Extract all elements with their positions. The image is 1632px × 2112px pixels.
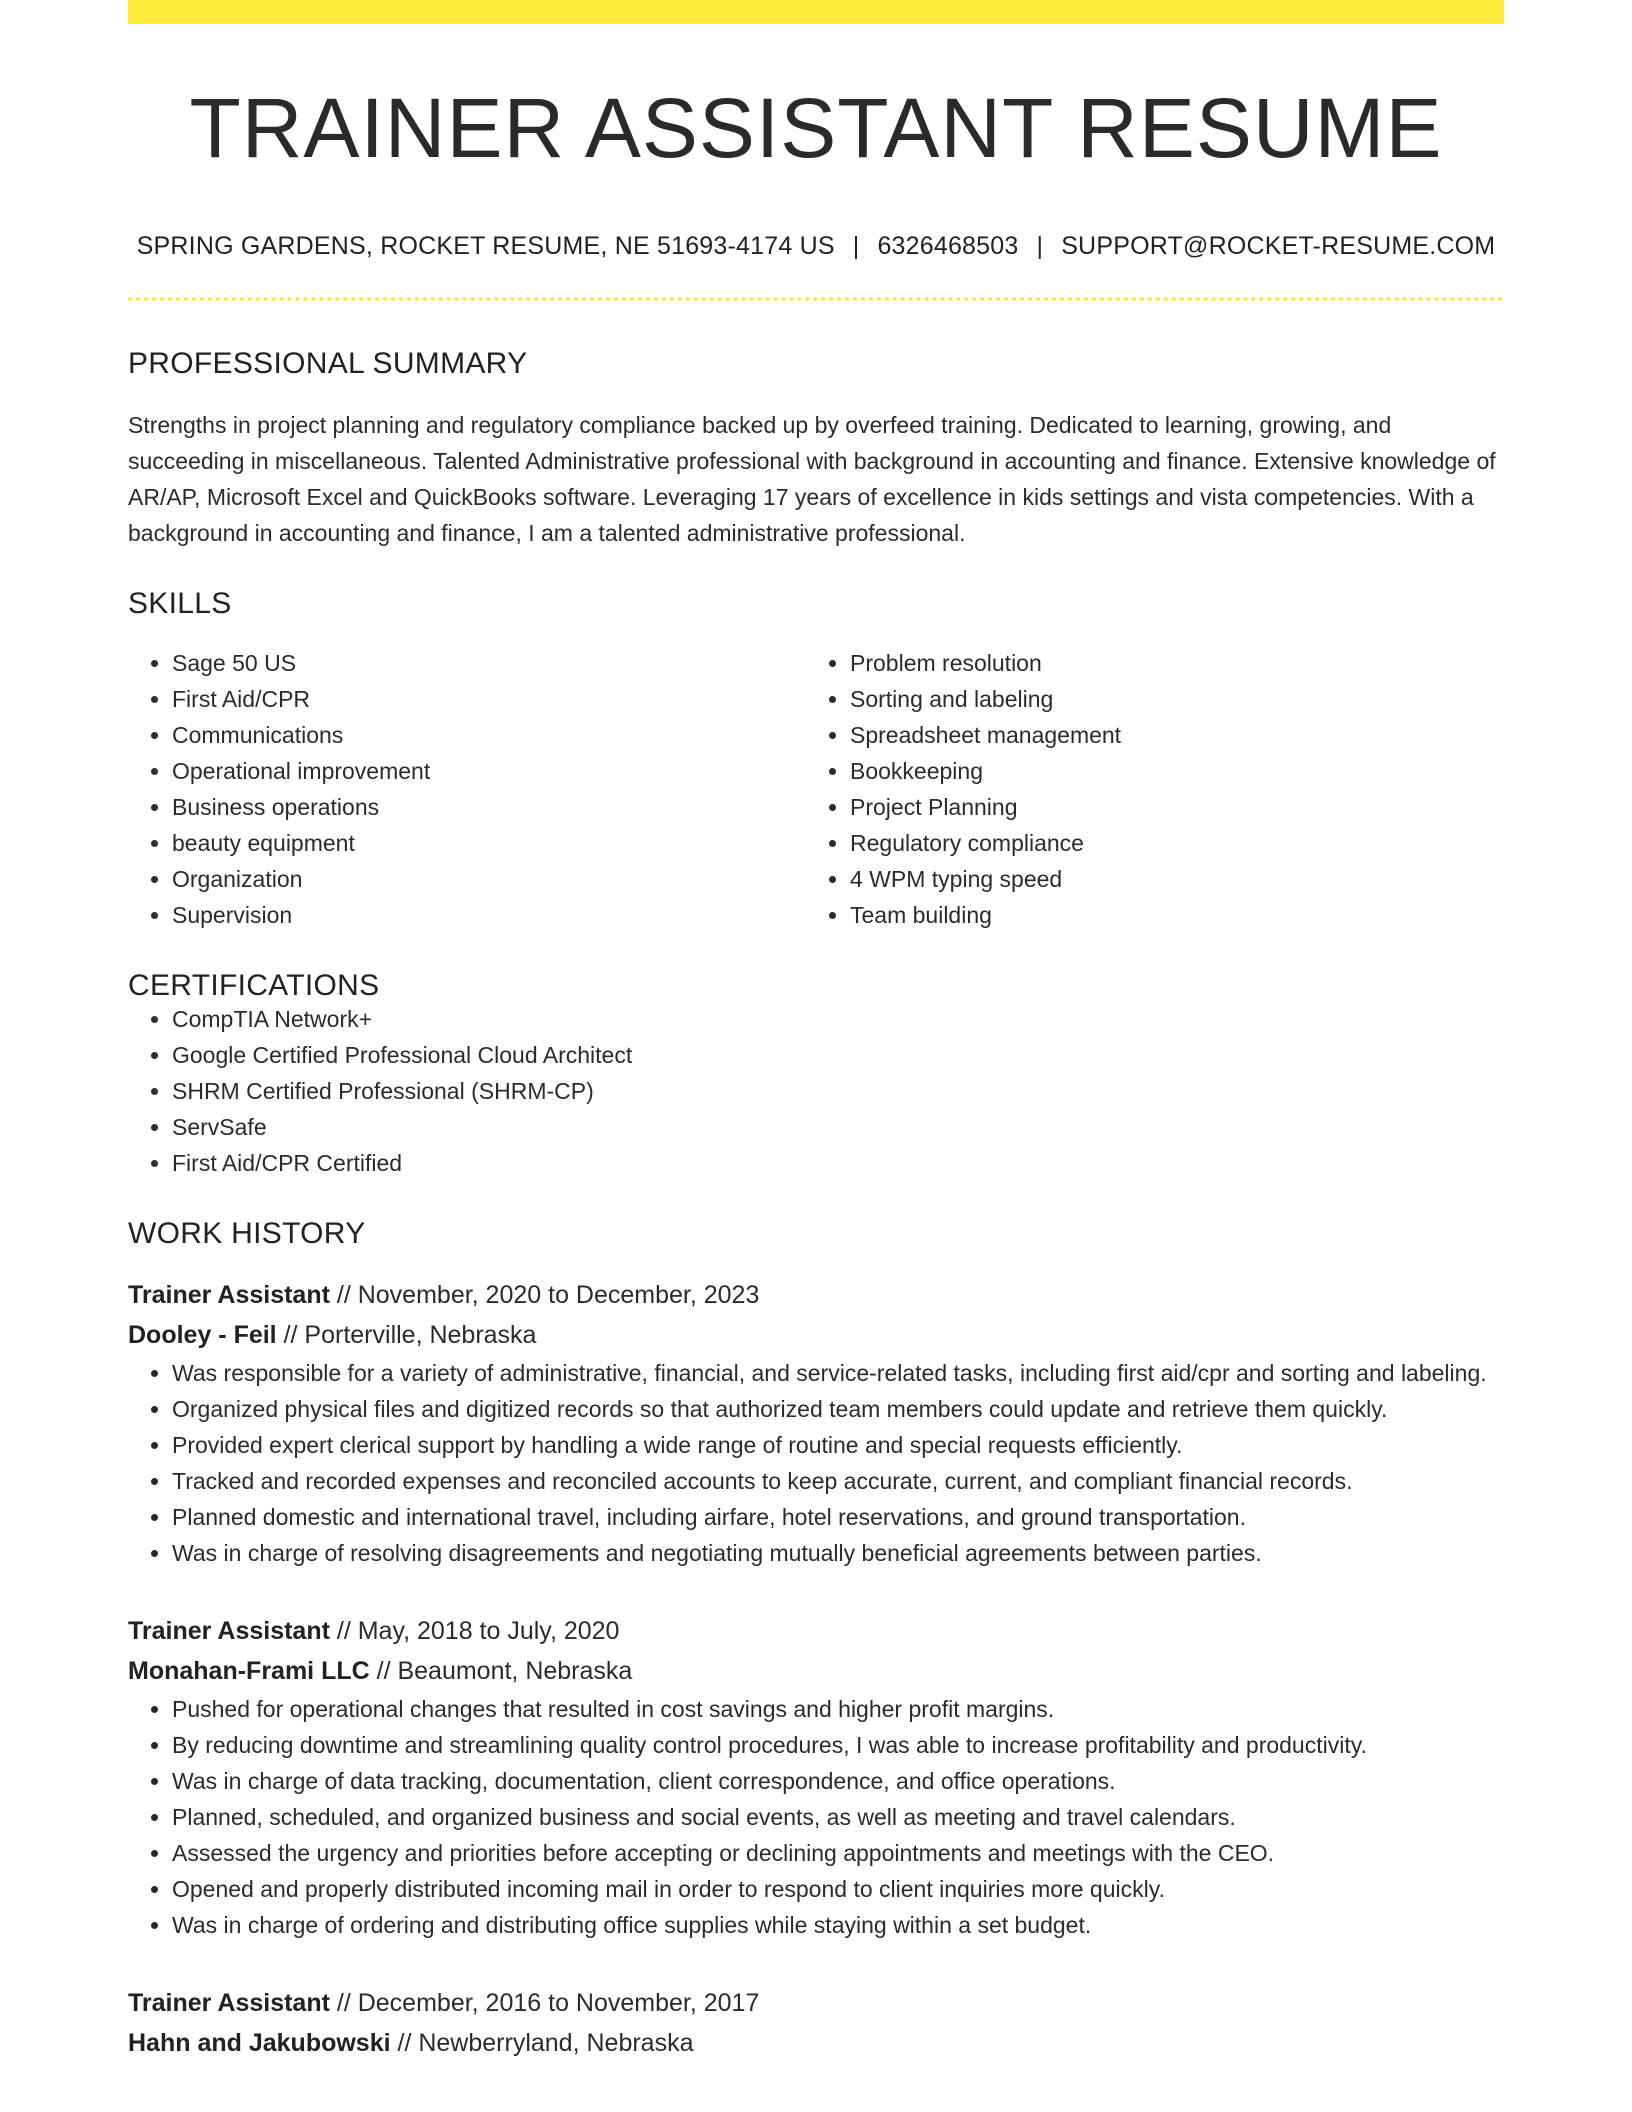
- job-duty-item: • Opened and properly distributed incoming mail in order to respond to client inquiries more quickly.: [172, 1871, 1504, 1907]
- job-title: Trainer Assistant: [128, 1989, 330, 2017]
- job-entry: [128, 1611, 1504, 1943]
- dotted-divider: [128, 297, 1504, 301]
- job-company-line: [128, 1315, 1504, 1355]
- skill-item: • Communications: [172, 717, 806, 753]
- skill-item: • Organization: [172, 861, 806, 897]
- job-title-line: [128, 1983, 1504, 2023]
- summary-heading: PROFESSIONAL SUMMARY: [128, 347, 528, 380]
- skill-item: • Business operations: [172, 789, 806, 825]
- job-location: // Porterville, Nebraska: [283, 1321, 537, 1349]
- contact-phone: 6326468503: [877, 232, 1019, 260]
- job-duty-item: • Planned, scheduled, and organized business and social events, as well as meeting and travel calendars.: [172, 1799, 1504, 1835]
- job-duties-list: [128, 1691, 1504, 1943]
- job-duty-item: • Tracked and recorded expenses and reconciled accounts to keep accurate, current, and compliant financial records.: [172, 1463, 1504, 1499]
- job-title-line: [128, 1611, 1504, 1651]
- skill-item: • Sage 50 US: [172, 645, 806, 681]
- job-company-line: [128, 2023, 1504, 2063]
- skills-heading: SKILLS: [128, 587, 232, 620]
- skills-list-right: [806, 645, 1484, 933]
- skills-column-left: [128, 645, 806, 933]
- summary-text: Strengths in project planning and regulatory compliance backed up by overfeed training. Dedicated to learning, growing, and succeeding in miscellaneous. Talented Administrative professional with background in accounting and finance. Extensive knowledge of AR/AP, Microsoft Excel and QuickBooks software. Leveraging 17 years of excellence in kids settings and vista competencies. With a background in accounting and finance, I am a talented administrative professional.: [128, 412, 1496, 546]
- job-duty-item: • Was in charge of resolving disagreements and negotiating mutually beneficial agreements between parties.: [172, 1535, 1504, 1571]
- contact-address: SPRING GARDENS, ROCKET RESUME, NE 51693-4174 US: [136, 232, 835, 260]
- certifications-heading: CERTIFICATIONS: [128, 969, 380, 1002]
- job-dates: // December, 2016 to November, 2017: [336, 1989, 760, 2017]
- job-company: Monahan-Frami LLC: [128, 1657, 370, 1685]
- contact-email: SUPPORT@ROCKET-RESUME.COM: [1061, 232, 1496, 260]
- job-title: Trainer Assistant: [128, 1617, 330, 1645]
- skill-item: • 4 WPM typing speed: [850, 861, 1484, 897]
- job-title: Trainer Assistant: [128, 1281, 330, 1309]
- job-entry: [128, 1983, 1504, 2063]
- job-duty-item: • Assessed the urgency and priorities before accepting or declining appointments and meetings with the CEO.: [172, 1835, 1504, 1871]
- certifications-list: [128, 1001, 1504, 1181]
- contact-separator: |: [852, 232, 860, 260]
- job-dates: // November, 2020 to December, 2023: [336, 1281, 760, 1309]
- job-company: Dooley - Feil: [128, 1321, 277, 1349]
- skill-item: • Regulatory compliance: [850, 825, 1484, 861]
- skill-item: • Spreadsheet management: [850, 717, 1484, 753]
- job-duties-list: [128, 1355, 1504, 1571]
- skill-item: • Problem resolution: [850, 645, 1484, 681]
- job-company-line: [128, 1651, 1504, 1691]
- skill-item: • Project Planning: [850, 789, 1484, 825]
- skill-item: • Operational improvement: [172, 753, 806, 789]
- work-history-heading: WORK HISTORY: [128, 1217, 366, 1250]
- resume-title: TRAINER ASSISTANT RESUME: [189, 81, 1443, 175]
- skills-grid: [128, 645, 1504, 933]
- job-duty-item: • Pushed for operational changes that resulted in cost savings and higher profit margins.: [172, 1691, 1504, 1727]
- skill-item: • First Aid/CPR: [172, 681, 806, 717]
- job-duty-item: • Organized physical files and digitized records so that authorized team members could update and retrieve them quickly.: [172, 1391, 1504, 1427]
- skill-item: • Bookkeeping: [850, 753, 1484, 789]
- job-title-line: [128, 1275, 1504, 1315]
- skill-item: • beauty equipment: [172, 825, 806, 861]
- job-duty-item: • Was in charge of ordering and distributing office supplies while staying within a set budget.: [172, 1907, 1504, 1943]
- certification-item: • Google Certified Professional Cloud Architect: [172, 1037, 1504, 1073]
- certification-item: • ServSafe: [172, 1109, 1504, 1145]
- job-company: Hahn and Jakubowski: [128, 2029, 391, 2057]
- skill-item: • Sorting and labeling: [850, 681, 1484, 717]
- accent-top-bar: [128, 0, 1504, 24]
- job-duty-item: • Was responsible for a variety of administrative, financial, and service-related tasks, including first aid/cpr and sorting and labeling.: [172, 1355, 1504, 1391]
- certification-item: • SHRM Certified Professional (SHRM-CP): [172, 1073, 1504, 1109]
- skills-list-left: [128, 645, 806, 933]
- contact-separator: |: [1036, 232, 1044, 260]
- skill-item: • Team building: [850, 897, 1484, 933]
- job-duty-item: • Planned domestic and international travel, including airfare, hotel reservations, and ground transportation.: [172, 1499, 1504, 1535]
- job-dates: // May, 2018 to July, 2020: [336, 1617, 620, 1645]
- job-location: // Beaumont, Nebraska: [376, 1657, 633, 1685]
- job-duty-item: • Was in charge of data tracking, documentation, client correspondence, and office operations.: [172, 1763, 1504, 1799]
- resume-page: [128, 0, 1504, 2063]
- certification-item: • First Aid/CPR Certified: [172, 1145, 1504, 1181]
- job-location: // Newberryland, Nebraska: [397, 2029, 694, 2057]
- certification-item: • CompTIA Network+: [172, 1001, 1504, 1037]
- work-history-list: [128, 1275, 1504, 2063]
- job-entry: [128, 1275, 1504, 1571]
- job-duty-item: • Provided expert clerical support by handling a wide range of routine and special requests efficiently.: [172, 1427, 1504, 1463]
- skills-column-right: [806, 645, 1484, 933]
- job-duty-item: • By reducing downtime and streamlining quality control procedures, I was able to increase profitability and productivity.: [172, 1727, 1504, 1763]
- skill-item: • Supervision: [172, 897, 806, 933]
- contact-line: [128, 232, 1504, 261]
